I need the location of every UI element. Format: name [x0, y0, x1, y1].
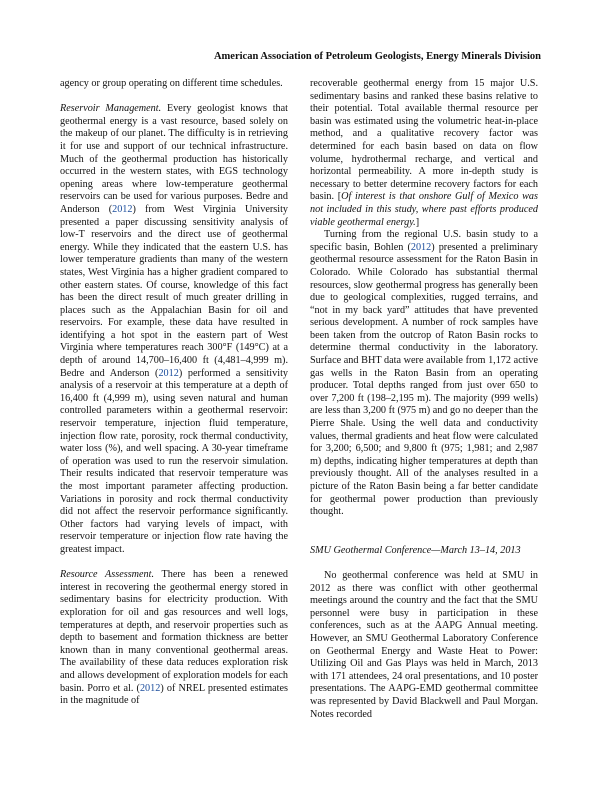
text-span: ) performed a sensitivity analysis of a reservoir at this temperature at a depth of 16,400 ft (4,999 m), using seven natural and human controlled parameters within a geothermal reservoir: reservoir temperature, injection fluid temperature, injection flow rate, porosity, rock thermal conductivity, water loss (%), and well spacing. A 30-year timeframe of operation was used to run the reservoir simulation. Their results indicated that reservoir temperature was the most important parameter affecting production. Variations in porosity and rock thermal conductivity did not affect the reservoir performance significantly. Other factors had varying levels of impact, with reservoir temperature or injection flow rate having the greatest impact.	[60, 367, 288, 555]
text-span: ]	[415, 216, 420, 228]
citation-link[interactable]: 2012	[139, 682, 161, 694]
paragraph-lead: Resource Assessment.	[60, 569, 155, 581]
text-span: recoverable geothermal energy from 15 major U.S. sedimentary basins and ranked these basins relative to their potential. Total available thermal resource per basin was estimated using the volumetric heat-in-place method, and a qualitative recovery factor was determined for each basin based on data on flow volume, hydrothermal recharge, and vertical and horizontal permeability. A more in-depth study is necessary to better determine recovery factors for each basin. [	[310, 78, 538, 203]
left-column	[60, 78, 288, 708]
text-span: There has been a renewed interest in recovering the geothermal energy stored in sedimentary basins for electricity production. With exploration for oil and gas resources and well logs, temperatures at depth, and reservoir properties such as depth to basement and formation thickness are better known than in many conventional geothermal areas. The availability of these data reduces exploration risk and allows development of exploration models for each basin. Porro et al. (	[60, 569, 288, 694]
text-span: Turning from the regional U.S. basin study to a specific basin, Bohlen (	[310, 229, 538, 253]
right-column	[310, 78, 538, 721]
running-header: American Association of Petroleum Geologists, Energy Minerals Division	[213, 51, 541, 62]
citation-link[interactable]: 2012	[158, 367, 179, 379]
editor-note: Of interest is that onshore Gulf of Mexico was not included in this study, where past efforts produced viable geothermal energy.	[310, 191, 538, 228]
paragraph: agency or group operating on different time schedules.	[60, 78, 283, 89]
paragraph-reservoir-management	[60, 103, 288, 556]
section-heading: SMU Geothermal Conference—March 13–14, 2013	[310, 544, 521, 556]
paragraph-raton-basin	[310, 229, 538, 519]
paragraph-smu-conference: No geothermal conference was held at SMU in 2012 as there was conflict with other geothermal meetings around the country and the fact that the SMU personnel were busy in participation in these conferences, such as at the AAPG Annual meeting. However, an SMU Geothermal Laboratory Conference on Geothermal Energy and Waste Heat to Power: Utilizing Oil and Gas Plays was held in March, 2013 with 171 attendees, 24 oral presentations, and 10 poster presentations. The AAPG-EMD geothermal committee was represented by David Blackwell and Paul Morgan. Notes recorded	[310, 569, 538, 720]
text-span: ) presented a preliminary geothermal resource assessment for the Raton Basin in Colorado. While Colorado has substantial thermal resources, slow geothermal progress has generally been due to geological complexities, rugged terrains, and “not in my back yard” attitudes that have prevented serious development. A number of rock samples have been taken from the outcrop of Raton Basin rocks to determine thermal conductivity in the laboratory. Surface and BHT data were available from 1,172 active gas wells in the Raton Basin from an operating producer. Total depths ranged from just over 650 to over 7,200 ft (198–2,195 m). The majority (999 wells) are less than 3,200 ft (975 m) and go no deeper than the Pierre Shale. Using the well data and conductivity values, thermal gradients and heat flow were calculated for 3,200; 6,500; and 9,800 ft (975; 1,981; and 2,987 m) depths, indicating higher temperatures at depth than previously thought. All of the analyses resulted in a picture of the Raton Basin being a far better candidate for geothermal power production than previously thought.	[310, 241, 538, 518]
citation-link[interactable]: 2012	[410, 241, 432, 253]
citation-link[interactable]: 2012	[112, 203, 133, 215]
text-span: ) from West Virginia University presented a paper discussing sensitivity analysis of low-T reservoirs and the direct use of geothermal energy. While they indicated that the eastern U.S. has lower temperature gradients than many of the western states, West Virginia has a higher gradient compared to other eastern states. Of course, knowledge of this fact has been the direct result of much greater drilling in places such as the Appalachian Basin for oil and reservoirs. For example, these data have resulted in identifying a hot spot in the eastern part of West Virginia where temperatures reach 300°F (149°C) at a depth of around 14,700–16,400 ft (4,481–4,999 m). Bedre and Anderson (	[60, 203, 288, 379]
text-span: Every geologist knows that geothermal energy is a vast resource, based solely on the makeup of our planet. The difficulty is in retrieving it for use and support of our technical infrastructure. Much of the geothermal production has historically occurred in the western states, with EGS technology opening areas where low-temperature geothermal reservoirs can be used for various purposes. Bedre and Anderson (	[60, 103, 289, 215]
paragraph-lead: Reservoir Management.	[60, 103, 162, 115]
paragraph	[310, 78, 538, 229]
paragraph-resource-assessment	[60, 569, 288, 708]
text-span: ) of NREL presented estimates in the magnitude of	[60, 682, 288, 707]
